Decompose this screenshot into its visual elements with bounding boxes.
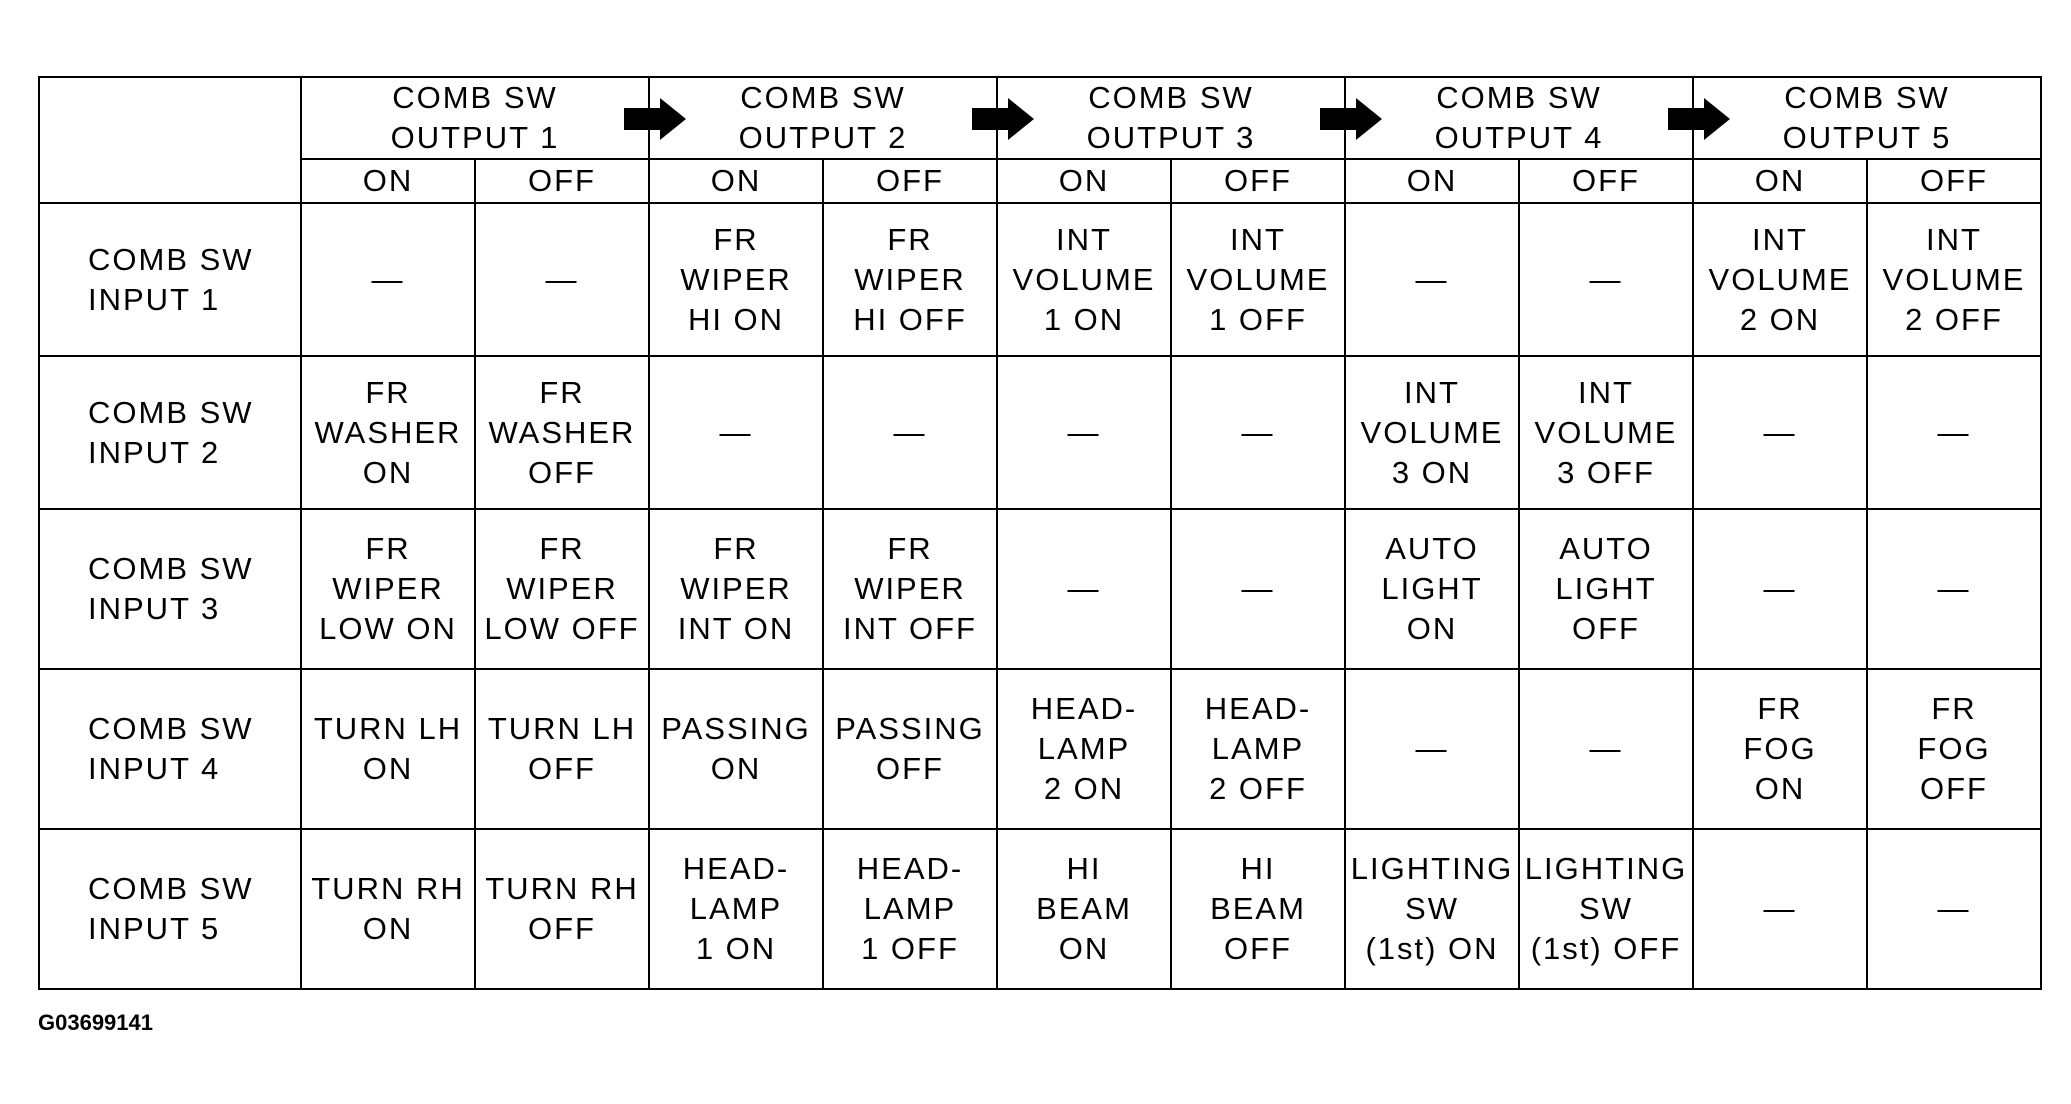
cell-text: — (1589, 261, 1623, 297)
matrix-cell (1519, 356, 1693, 509)
off-header: OFF (1519, 159, 1693, 203)
input-4-row (39, 669, 2041, 829)
row-label-text: COMB SW INPUT 1 (88, 241, 254, 317)
cell-text: TURN LH ON (313, 711, 463, 786)
matrix-cell (997, 829, 1171, 989)
row-label-text: COMB SW INPUT 5 (88, 871, 254, 946)
cell-text: INT VOLUME 3 OFF (1534, 374, 1678, 490)
matrix-cell (475, 509, 649, 669)
matrix-cell (997, 509, 1171, 669)
cell-text: TURN RH OFF (485, 871, 639, 946)
matrix-cell (649, 509, 823, 669)
input-4-label (39, 669, 301, 829)
matrix-cell (1693, 829, 1867, 989)
matrix-cell (997, 669, 1171, 829)
matrix-cell (823, 669, 997, 829)
matrix-cell (1867, 829, 2041, 989)
row-label-text: COMB SW INPUT 4 (88, 711, 254, 786)
cell-text: INT VOLUME 3 ON (1360, 374, 1504, 490)
output-3-label: COMB SW OUTPUT 3 (1086, 80, 1256, 155)
cell-text: — (719, 414, 753, 450)
matrix-cell (475, 829, 649, 989)
matrix-cell (823, 509, 997, 669)
cell-text: LIGHTING SW (1st) OFF (1524, 851, 1688, 966)
cell-text: — (371, 261, 405, 297)
matrix-cell (1345, 669, 1519, 829)
on-header: ON (997, 159, 1171, 203)
cell-text: — (1241, 414, 1275, 450)
cell-text: FR WIPER INT OFF (843, 531, 977, 646)
cell-text: FR WIPER HI OFF (853, 221, 967, 337)
output-1-label: COMB SW OUTPUT 1 (390, 80, 560, 155)
output-4-header (1345, 77, 1693, 159)
input-5-row (39, 829, 2041, 989)
output-5-header (1693, 77, 2041, 159)
cell-text: INT VOLUME 1 ON (1012, 221, 1156, 337)
cell-text: INT VOLUME 2 ON (1708, 221, 1852, 337)
matrix-cell (301, 509, 475, 669)
matrix-cell (649, 669, 823, 829)
matrix-cell (649, 356, 823, 509)
cell-text: FR WIPER LOW ON (319, 531, 457, 646)
right-arrow-icon (624, 98, 686, 140)
cell-text: — (1763, 571, 1797, 606)
output-1-header (301, 77, 649, 159)
matrix-cell (1345, 509, 1519, 669)
matrix-cell (301, 669, 475, 829)
output-4-label: COMB SW OUTPUT 4 (1434, 80, 1604, 155)
matrix-cell (1519, 203, 1693, 356)
matrix-cell (1519, 509, 1693, 669)
matrix-cell (475, 669, 649, 829)
off-header: OFF (1171, 159, 1345, 203)
matrix-cell (1867, 203, 2041, 356)
cell-text: AUTO LIGHT OFF (1555, 531, 1657, 646)
output-3-header (997, 77, 1345, 159)
row-label-text: COMB SW INPUT 2 (88, 394, 254, 470)
cell-text: — (1415, 261, 1449, 297)
on-off-header-row (39, 159, 2041, 203)
output-2-label: COMB SW OUTPUT 2 (738, 80, 908, 155)
cell-text: HEAD- LAMP 2 OFF (1204, 691, 1312, 806)
cell-text: — (1067, 571, 1101, 606)
matrix-cell (1693, 203, 1867, 356)
matrix-cell (1693, 356, 1867, 509)
matrix-cell (823, 829, 997, 989)
cell-text: FR WIPER INT ON (677, 531, 795, 646)
corner-cell (39, 77, 301, 203)
matrix-cell (1693, 509, 1867, 669)
output-header-row (39, 77, 2041, 159)
cell-text: — (1241, 571, 1275, 606)
on-header: ON (1345, 159, 1519, 203)
matrix-cell (301, 203, 475, 356)
matrix-cell (1171, 829, 1345, 989)
cell-text: INT VOLUME 1 OFF (1186, 221, 1330, 337)
matrix-cell (1171, 203, 1345, 356)
right-arrow-icon (972, 98, 1034, 140)
matrix-cell (1867, 509, 2041, 669)
cell-text: HEAD- LAMP 2 ON (1030, 691, 1138, 806)
cell-text: — (1067, 414, 1101, 450)
matrix-cell (649, 203, 823, 356)
cell-text: HI BEAM ON (1036, 851, 1132, 966)
matrix-cell (823, 203, 997, 356)
on-header: ON (649, 159, 823, 203)
cell-text: FR WASHER ON (314, 374, 462, 490)
cell-text: — (1937, 891, 1971, 926)
cell-text: TURN RH ON (311, 871, 465, 946)
cell-text: — (893, 414, 927, 450)
cell-text: HEAD- LAMP 1 OFF (856, 851, 964, 966)
matrix-cell (1345, 203, 1519, 356)
cell-text: — (1763, 891, 1797, 926)
figure-id: G03699141 (38, 1010, 153, 1035)
cell-text: FR WASHER OFF (488, 374, 636, 490)
matrix-cell (649, 829, 823, 989)
matrix-cell (1519, 829, 1693, 989)
cell-text: HEAD- LAMP 1 ON (682, 851, 790, 966)
matrix-cell (997, 203, 1171, 356)
matrix-cell (1867, 669, 2041, 829)
off-header: OFF (823, 159, 997, 203)
matrix-cell (1171, 509, 1345, 669)
cell-text: TURN LH OFF (487, 711, 637, 786)
cell-text: — (1415, 731, 1449, 766)
matrix-cell (301, 356, 475, 509)
off-header: OFF (1867, 159, 2041, 203)
matrix-cell (997, 356, 1171, 509)
matrix-cell (1345, 829, 1519, 989)
matrix-cell (1693, 669, 1867, 829)
input-2-label (39, 356, 301, 509)
input-2-row (39, 356, 2041, 509)
right-arrow-icon (1668, 98, 1730, 140)
cell-text: — (1937, 571, 1971, 606)
cell-text: — (1763, 414, 1797, 450)
right-arrow-icon (1320, 98, 1382, 140)
matrix-cell (301, 829, 475, 989)
cell-text: FR WIPER LOW OFF (484, 531, 640, 646)
matrix-cell (475, 356, 649, 509)
cell-text: — (1589, 731, 1623, 766)
output-2-header (649, 77, 997, 159)
cell-text: LIGHTING SW (1st) ON (1350, 851, 1514, 966)
cell-text: FR WIPER HI ON (680, 221, 792, 337)
switch-matrix (38, 76, 2042, 990)
output-5-label: COMB SW OUTPUT 5 (1782, 80, 1952, 155)
cell-text: — (545, 261, 579, 297)
matrix-cell (1867, 356, 2041, 509)
matrix-cell (1171, 356, 1345, 509)
matrix-cell (475, 203, 649, 356)
off-header: OFF (475, 159, 649, 203)
cell-text: PASSING OFF (835, 711, 985, 786)
switch-matrix-table (38, 76, 2042, 990)
input-3-row (39, 509, 2041, 669)
matrix-cell (1345, 356, 1519, 509)
input-1-row (39, 203, 2041, 356)
cell-text: FR FOG OFF (1917, 691, 1991, 806)
cell-text: INT VOLUME 2 OFF (1882, 221, 2026, 337)
cell-text: HI BEAM OFF (1210, 851, 1306, 966)
on-header: ON (1693, 159, 1867, 203)
cell-text: AUTO LIGHT ON (1381, 531, 1483, 646)
input-5-label (39, 829, 301, 989)
cell-text: PASSING ON (661, 711, 811, 786)
input-1-label (39, 203, 301, 356)
cell-text: FR FOG ON (1743, 691, 1817, 806)
matrix-cell (1519, 669, 1693, 829)
matrix-cell (823, 356, 997, 509)
input-3-label (39, 509, 301, 669)
matrix-cell (1171, 669, 1345, 829)
cell-text: — (1937, 414, 1971, 450)
on-header: ON (301, 159, 475, 203)
row-label-text: COMB SW INPUT 3 (88, 551, 254, 626)
